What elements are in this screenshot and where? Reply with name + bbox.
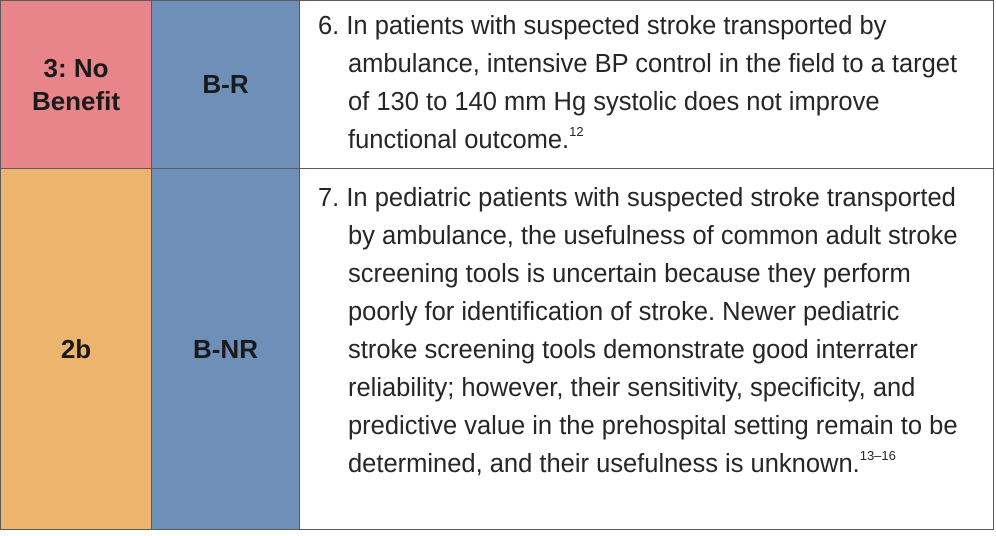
recommendation-cell (300, 1, 993, 168)
cor-label: 2b (60, 333, 92, 364)
recommendation-cell (300, 169, 993, 529)
reference-superscript: 13–16 (859, 448, 896, 463)
recommendation-text-block (318, 7, 973, 159)
level-of-evidence-cell (152, 1, 300, 168)
loe-label: B-R (202, 69, 249, 99)
class-of-recommendation-cell (1, 169, 152, 529)
reference-superscript: 12 (569, 124, 584, 139)
recommendation-text: 7. In pediatric patients with suspected stroke transported by ambulance, the usefulness of common adult stroke screening tools is uncertain because they perform poorly for identification of stroke. Newer pediatric stroke screening tools demonstrate good interrater reliability; however, their sensitivity, specificity, and predictive value in the prehospital setting remain to be determined, and their usefulness is unknown. (318, 184, 958, 478)
recommendation-text-block (318, 179, 973, 483)
recommendation-text: 6. In patients with suspected stroke transported by ambulance, intensive BP control in the field to a target of 130 to 140 mm Hg systolic does not improve functional outcome. (318, 12, 958, 154)
table-row (1, 1, 993, 169)
table-row (1, 169, 993, 529)
level-of-evidence-cell (152, 169, 300, 529)
cor-label: 3: No Benefit (31, 52, 121, 116)
loe-label: B-NR (193, 333, 258, 364)
class-of-recommendation-cell (1, 1, 152, 168)
